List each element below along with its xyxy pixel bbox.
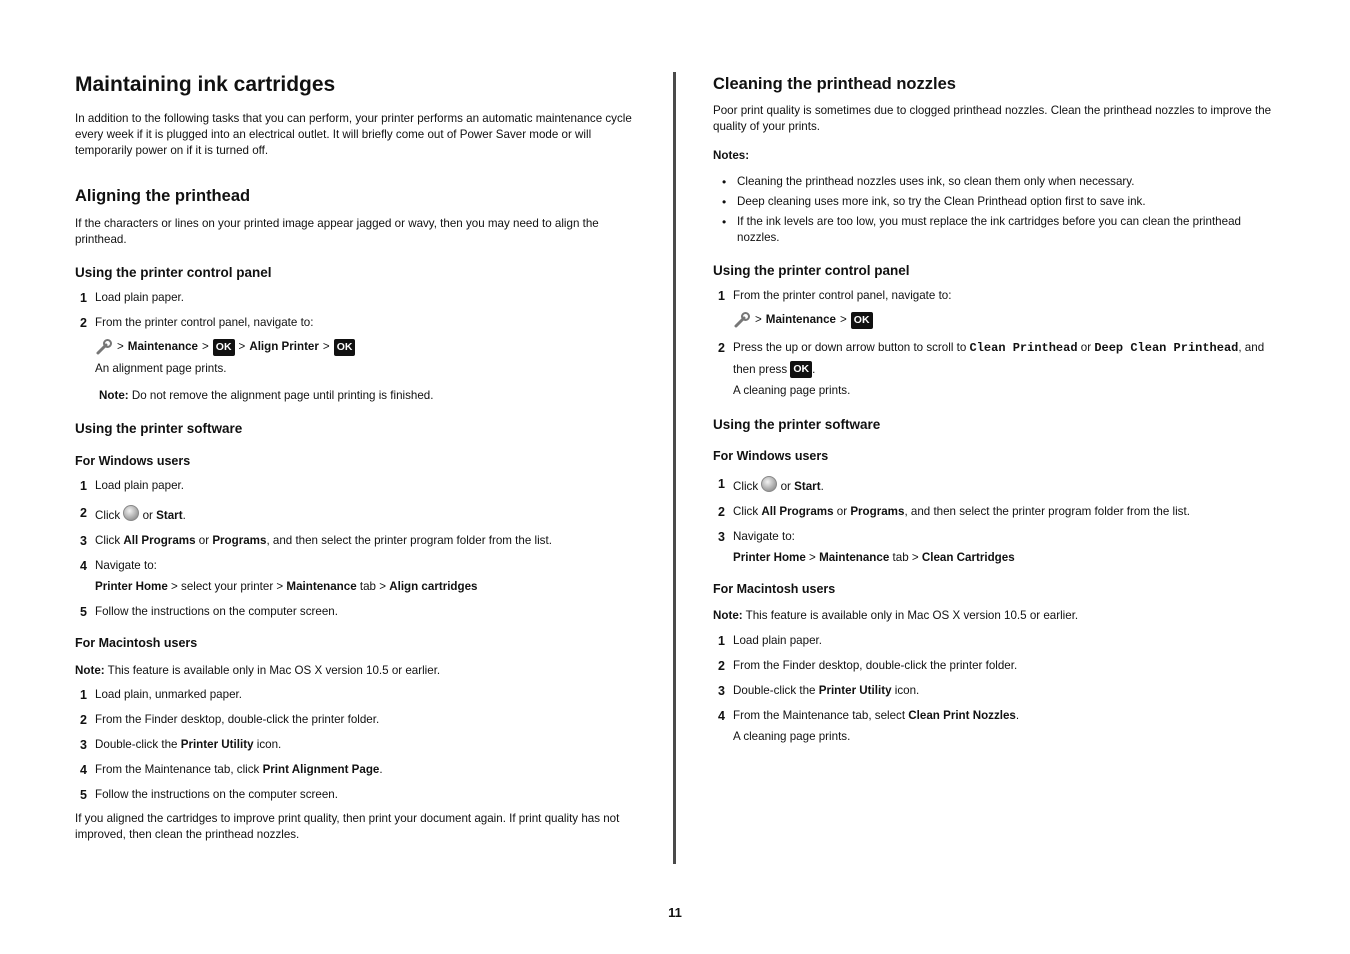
page-title: Maintaining ink cartridges: [75, 73, 336, 96]
list-item: 4 From the Maintenance tab, select Clean Print Nozzles.: [718, 709, 1020, 723]
result-text: An alignment page prints.: [95, 362, 227, 375]
list-item: • Cleaning the printhead nozzles uses ink, so clean them only when necessary.: [722, 175, 1135, 189]
wrench-icon: [95, 338, 113, 356]
list-item: • If the ink levels are too low, you must replace the ink cartridges before you can clean the printhead nozzles.: [722, 215, 1241, 244]
cleaning-intro: Poor print quality is sometimes due to clogged printhead nozzles. Clean the printhead nozzles to improve the quality of your prints.: [713, 104, 1272, 133]
intro-paragraph: In addition to the following tasks that you can perform, your printer performs an automatic maintenance cycle every week if it is plugged into an electrical outlet. It will briefly come out of Power Saver mode or will temporarily power on if it is turned off.: [75, 112, 632, 157]
mac-note: Note: This feature is available only in Mac OS X version 10.5 or earlier.: [75, 664, 441, 677]
section-heading-cleaning: Cleaning the printhead nozzles: [713, 75, 956, 93]
list-item: 1 Load plain paper.: [80, 479, 184, 493]
list-item: 1 Load plain, unmarked paper.: [80, 688, 242, 702]
column-divider: [673, 72, 676, 864]
list-item: 2 Press the up or down arrow button to scroll to Clean Printhead or Deep Clean Printhead, and then press OK .: [713, 337, 1283, 381]
list-item: 2 Click All Programs or Programs, and then select the printer program folder from the list.: [718, 505, 1190, 519]
list-item: • Deep cleaning uses more ink, so try the Clean Printhead option first to save ink.: [722, 195, 1146, 209]
list-item: 1 Load plain paper.: [80, 291, 184, 305]
ok-button-icon: OK: [790, 361, 812, 378]
mac-note: Note: This feature is available only in Mac OS X version 10.5 or earlier.: [713, 609, 1079, 622]
list-item: 1 Load plain paper.: [718, 634, 822, 648]
right-column: [713, 73, 1283, 745]
nav-path: > Maintenance > OK > Align Printer > OK: [75, 338, 645, 356]
left-column: [75, 70, 645, 843]
start-orb-icon: [761, 476, 777, 492]
list-item: 2 From the Finder desktop, double-click the printer folder.: [718, 659, 1018, 673]
ok-button-icon: OK: [851, 312, 873, 329]
nav-path: > Maintenance > OK: [713, 311, 1283, 329]
page-number: 11: [668, 905, 682, 920]
list-item: 5 Follow the instructions on the computer screen.: [80, 788, 338, 802]
list-item: 5 Follow the instructions on the computer screen.: [80, 605, 338, 619]
menu-path: Printer Home > Maintenance tab > Clean Cartridges: [733, 551, 1015, 564]
subheading-mac: For Macintosh users: [75, 636, 198, 650]
start-orb-icon: [123, 505, 139, 521]
closing-paragraph: If you aligned the cartridges to improve print quality, then print your document again. If print quality has not improved, then clean the printhead nozzles.: [75, 812, 620, 841]
section-heading-align: Aligning the printhead: [75, 187, 251, 205]
list-item: 3 Double-click the Printer Utility icon.: [80, 738, 282, 752]
list-item: 3 Double-click the Printer Utility icon.: [718, 684, 920, 698]
list-item: 2 Click or Start.: [80, 506, 186, 522]
result-text: A cleaning page prints.: [733, 384, 851, 397]
subheading-windows: For Windows users: [75, 454, 191, 468]
notes-label: Notes:: [713, 149, 750, 162]
note: Note: Do not remove the alignment page until printing is finished.: [99, 389, 434, 402]
list-item: 4 From the Maintenance tab, click Print Alignment Page.: [80, 763, 383, 777]
align-intro: If the characters or lines on your printed image appear jagged or wavy, then you may need to align the printhead.: [75, 217, 599, 246]
subheading-software: Using the printer software: [75, 421, 243, 436]
subheading-mac: For Macintosh users: [713, 582, 836, 596]
subheading-software: Using the printer software: [713, 417, 881, 432]
list-item: 2 From the printer control panel, navigate to:: [80, 316, 314, 330]
list-item: 1 From the printer control panel, navigate to:: [718, 289, 952, 303]
wrench-icon: [733, 311, 751, 329]
list-item: 3 Navigate to:: [718, 530, 795, 544]
result-text: A cleaning page prints.: [733, 730, 851, 743]
subheading-control-panel: Using the printer control panel: [75, 265, 272, 280]
list-item: 1 Click or Start.: [718, 477, 824, 493]
list-item: 4 Navigate to:: [80, 559, 157, 573]
menu-path: Printer Home > select your printer > Maintenance tab > Align cartridges: [95, 580, 478, 593]
ok-button-icon: OK: [213, 339, 235, 356]
list-item: 2 From the Finder desktop, double-click the printer folder.: [80, 713, 380, 727]
subheading-windows: For Windows users: [713, 449, 829, 463]
list-item: 3 Click All Programs or Programs, and then select the printer program folder from the list.: [80, 534, 552, 548]
subheading-control-panel: Using the printer control panel: [713, 263, 910, 278]
ok-button-icon: OK: [334, 339, 356, 356]
